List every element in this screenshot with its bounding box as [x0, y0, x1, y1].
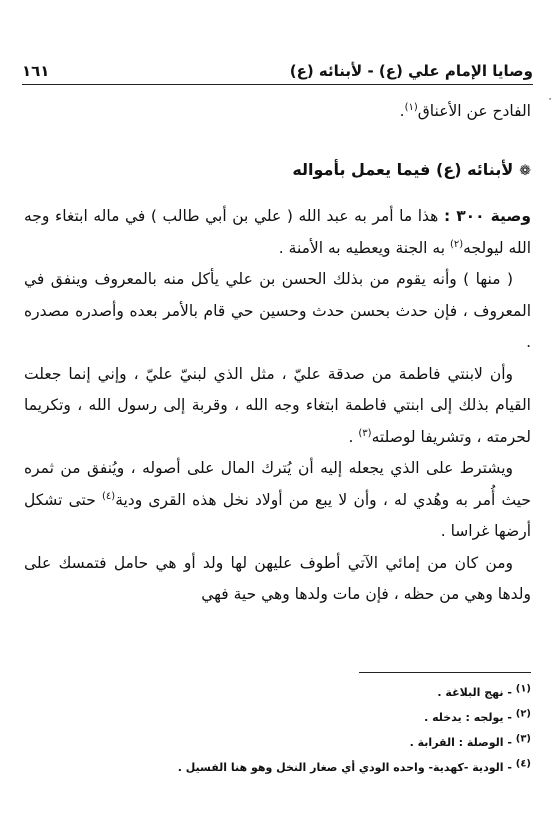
footnote-ref-2: (٢) [449, 238, 464, 250]
section-heading: ❁لأبنائه (ع) فيما يعمل بأمواله [292, 159, 531, 179]
continuation-line: الفادح عن الأعناق$^{(١)}$. [399, 101, 531, 120]
footnote-ref-4: (٤) [102, 490, 116, 502]
margin-mark: ٠ [547, 92, 553, 105]
footnote-4: (٤) - الودية -كهدية- واحده الودي أي صغار النخل وهو هنا الفسيل . [177, 758, 531, 774]
will-number: وصية ٣٠٠ : [443, 207, 531, 225]
page-number: ١٦١ [22, 62, 50, 80]
body-text [24, 96, 531, 611]
running-header [22, 54, 533, 80]
paragraph-2: ( منها ) وأنه يقوم من بذلك الحسن بن علي يأكل منه بالمعروف وينفق في المعروف ، فإن حدث بحسن حدث وحسين حي قام بالأمر بعده وأصدره مصدره . [24, 270, 531, 351]
footnote-1: (١) - نهج البلاغة . [437, 683, 531, 699]
paragraph-4: ويشترط على الذي يجعله إليه أن يُترك المال على أصوله ، ويُنفق من ثمره حيث أُمر به وهُدي له ، وأن لا يبع من أولاد نخل هذه القرى ودية$^{(٤)}$ حتى تشكل أرضها غراسا . [24, 459, 531, 540]
footnote-divider [359, 672, 531, 673]
paragraph-5: ومن كان من إمائي الآتي أطوف عليهن لها ولد أو هي حامل فتمسك على ولدها وهي من حظه ، فإن مات ولدها وهي حية فهي [24, 553, 531, 603]
flower-ornament-icon: ❁ [519, 162, 531, 179]
footnote-ref-3: (٣) [358, 427, 372, 439]
header-title: وصايا الإمام علي (ع) - لأبنائه (ع) [289, 62, 533, 80]
header-divider [22, 84, 533, 85]
paragraph-3: وأن لابنتي فاطمة من صدقة عليّ ، مثل الذي لبنيّ عليّ ، وإني إنما جعلت القيام بذلك إلى ابنتي فاطمة ابتغاء وجه الله ، وقربة إلى رسول الله ، وتكريما لحرمته ، وتشريفا لوصلته$^{(٣)}$ . [24, 364, 531, 446]
footnote-3: (٣) - الوصلة : القرابة . [409, 733, 531, 749]
footnote-ref-1: (١) [404, 101, 418, 113]
footnote-2: (٢) - يولجه : يدخله . [424, 708, 531, 724]
paragraph-1: وصية ٣٠٠ : هذا ما أمر به عبد الله ( علي بن أبي طالب ) في ماله ابتغاء وجه الله ليولجه$^{(٢)}$ به الجنة ويعطيه به الأمنة . [24, 207, 531, 257]
footnotes [24, 680, 531, 780]
